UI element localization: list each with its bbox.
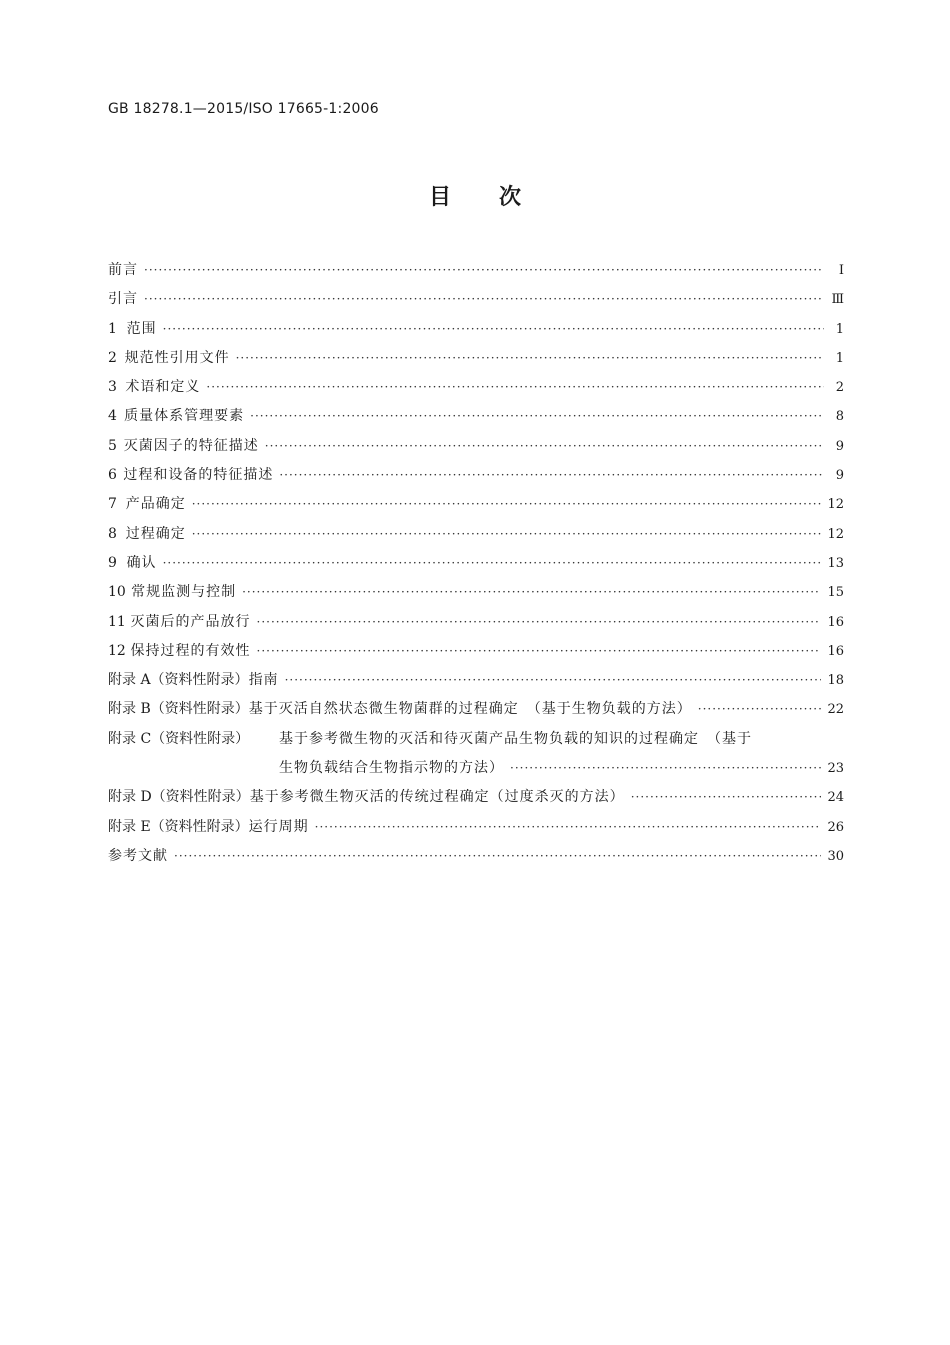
toc-page-number: 16 [827,643,844,659]
toc-entry-title: 保持过程的有效性 [130,642,251,659]
toc-entry-title: 过程和设备的特征描述 [123,467,274,484]
toc-section-number: 10 [108,584,126,601]
toc-entry-annex-e[interactable] [108,813,844,842]
toc-entry-title: 常规监测与控制 [131,584,237,601]
toc-entry-section-12[interactable] [108,637,844,666]
standard-code-header: GB 18278.1—2015/ISO 17665-1:2006 [108,101,379,117]
toc-page-number: 9 [835,468,844,484]
dot-leader [206,373,824,402]
dot-leader [242,578,821,607]
toc-entry-introduction[interactable] [108,285,844,314]
toc-entry-section-10[interactable] [108,578,844,607]
toc-section-number: 1 [108,320,117,337]
toc-entry-section-3[interactable] [108,373,844,402]
toc-entry-title-line1: 基于参考微生物的灭活和待灭菌产品生物负载的知识的过程确定 （基于 [279,730,752,747]
toc-page-number: 12 [827,526,844,542]
toc-entry-title: 术语和定义 [125,379,201,396]
toc-entry-title: 质量体系管理要素 [124,408,245,425]
toc-entry-title: 灭菌后的产品放行 [130,613,251,630]
toc-entry-section-8[interactable] [108,520,844,549]
dot-leader [698,695,822,724]
toc-entry-title-line2: 生物负载结合生物指示物的方法） [279,760,504,777]
toc-page-number: 30 [827,848,844,864]
toc-entry-section-4[interactable] [108,402,844,431]
toc-entry-section-5[interactable] [108,432,844,461]
toc-page-number: 22 [827,702,844,718]
toc-page-number: 16 [827,614,844,630]
page-title: 目次 [428,185,569,210]
toc-entry-title: 引言 [108,291,138,308]
toc-entry-title: 参考文献 [108,847,168,864]
toc-section-number: 9 [108,554,117,571]
dot-leader [144,285,824,314]
dot-leader [192,520,822,549]
toc-annex-label: 附录 C（资料性附录） [108,730,250,747]
dot-leader [279,461,824,490]
toc-page-number: 24 [827,790,844,806]
dot-leader [192,490,822,519]
toc-section-number: 4 [108,408,117,425]
toc-entry-title: 基于灭活自然状态微生物菌群的过程确定 （基于生物负载的方法） [248,701,692,718]
toc-page-number: 1 [835,350,844,366]
toc-section-number: 8 [108,525,117,542]
dot-leader [315,813,822,842]
toc-entry-annex-d[interactable] [108,783,844,812]
dot-leader [265,432,824,461]
toc-entry-section-1[interactable] [108,315,844,344]
toc-entry-title: 基于参考微生物灭活的传统过程确定（过度杀灭的方法） [249,789,625,806]
toc-page-number: 8 [835,409,844,425]
toc-entry-section-9[interactable] [108,549,844,578]
toc-entry-title: 规范性引用文件 [124,349,230,366]
toc-entry-section-11[interactable] [108,608,844,637]
toc-entry-annex-b[interactable] [108,695,844,724]
toc-annex-label: 附录 B（资料性附录） [108,701,249,718]
toc-annex-label: 附录 D（资料性附录） [108,789,250,806]
dot-leader [257,637,822,666]
toc-section-number: 5 [108,437,117,454]
toc-entry-section-2[interactable] [108,344,844,373]
toc-section-number: 7 [108,496,117,513]
toc-entry-title: 确认 [126,554,157,571]
toc-page-number: 15 [827,585,844,601]
dot-leader [163,315,824,344]
dot-leader [285,666,822,695]
toc-page-number: 12 [827,497,844,513]
dot-leader [510,754,821,783]
dot-leader [163,549,822,578]
toc-entry-annex-a[interactable] [108,666,844,695]
toc-entry-title: 过程确定 [125,525,186,542]
dot-leader [174,842,821,871]
toc-entry-title: 灭菌因子的特征描述 [123,437,259,454]
toc-section-number: 2 [108,349,117,366]
toc-page-number: 1 [835,321,844,337]
toc-section-number: 3 [108,379,117,396]
toc-page-number: 23 [827,761,844,777]
dot-leader [144,256,824,285]
toc-section-number: 11 [108,613,126,630]
toc-entry-title: 运行周期 [248,818,309,835]
toc-entry-title: 指南 [248,672,279,689]
dot-leader [631,783,822,812]
toc-entry-annex-c[interactable] [108,725,844,784]
toc-section-number: 6 [108,467,117,484]
dot-leader [250,402,824,431]
toc-entry-title: 范围 [126,320,157,337]
dot-leader [236,344,824,373]
dot-leader [257,608,822,637]
toc-page-number: 18 [827,673,844,689]
toc-entry-foreword[interactable] [108,256,844,285]
toc-page-number: Ⅰ [838,263,844,278]
toc-entry-section-6[interactable] [108,461,844,490]
toc-annex-label: 附录 E（资料性附录） [108,818,249,835]
toc-entry-title: 产品确定 [125,496,186,513]
toc-entry-title: 前言 [108,262,138,278]
table-of-contents [108,256,844,871]
toc-page-number: Ⅲ [831,292,844,308]
toc-page-number: 13 [827,555,844,571]
toc-page-number: 2 [835,380,844,396]
toc-page-number: 26 [827,819,844,835]
toc-entry-section-7[interactable] [108,490,844,519]
toc-section-number: 12 [108,642,126,659]
toc-page-number: 9 [835,438,844,454]
toc-annex-label: 附录 A（资料性附录） [108,672,249,689]
toc-entry-bibliography[interactable] [108,842,844,871]
